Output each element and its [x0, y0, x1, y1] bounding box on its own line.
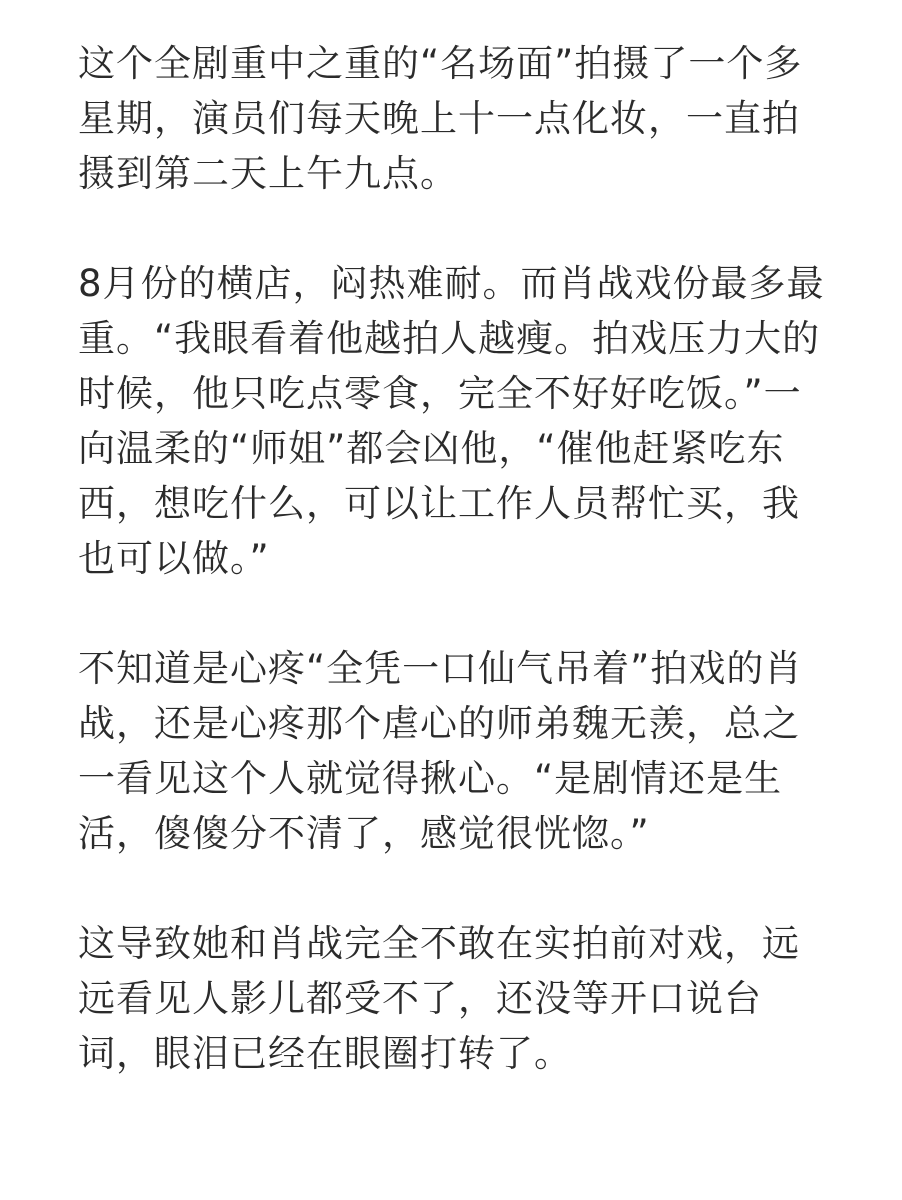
text-line: 这导致她和肖战完全不敢在实拍前对戏，远: [78, 922, 800, 965]
text-line: 词，眼泪已经在眼圈打转了。: [78, 1032, 572, 1075]
text-line: 时候，他只吃点零食，完全不好好吃饭。”一: [78, 372, 802, 415]
text-line: 一看见这个人就觉得揪心。“是剧情还是生: [78, 757, 783, 800]
text-line: 星期，演员们每天晚上十一点化妆，一直拍: [78, 97, 800, 140]
text-line: 摄到第二天上午九点。: [78, 152, 458, 195]
text-line: 8月份的横店，闷热难耐。而肖战戏份最多最: [78, 262, 825, 305]
paragraph-2: [78, 256, 902, 586]
text-line: 活，傻傻分不清了，感觉很恍惚。”: [78, 812, 650, 855]
text-line: 西，想吃什么，可以让工作人员帮忙买，我: [78, 482, 800, 525]
text-line: 战，还是心疼那个虐心的师弟魏无羡，总之: [78, 702, 800, 745]
text-line: 向温柔的“师姐”都会凶他，“催他赶紧吃东: [78, 427, 785, 470]
text-line: 重。“我眼看着他越拍人越瘦。拍戏压力大的: [78, 317, 821, 360]
paragraph-3: [78, 641, 902, 861]
text-line: 远看见人影儿都受不了，还没等开口说台: [78, 977, 762, 1020]
text-line: 也可以做。”: [78, 537, 270, 580]
paragraph-4: [78, 916, 902, 1081]
text-line: 这个全剧重中之重的“名场面”拍摄了一个多: [78, 42, 803, 85]
paragraph-1: [78, 36, 902, 201]
text-line: 不知道是心疼“全凭一口仙气吊着”拍戏的肖: [78, 647, 803, 690]
